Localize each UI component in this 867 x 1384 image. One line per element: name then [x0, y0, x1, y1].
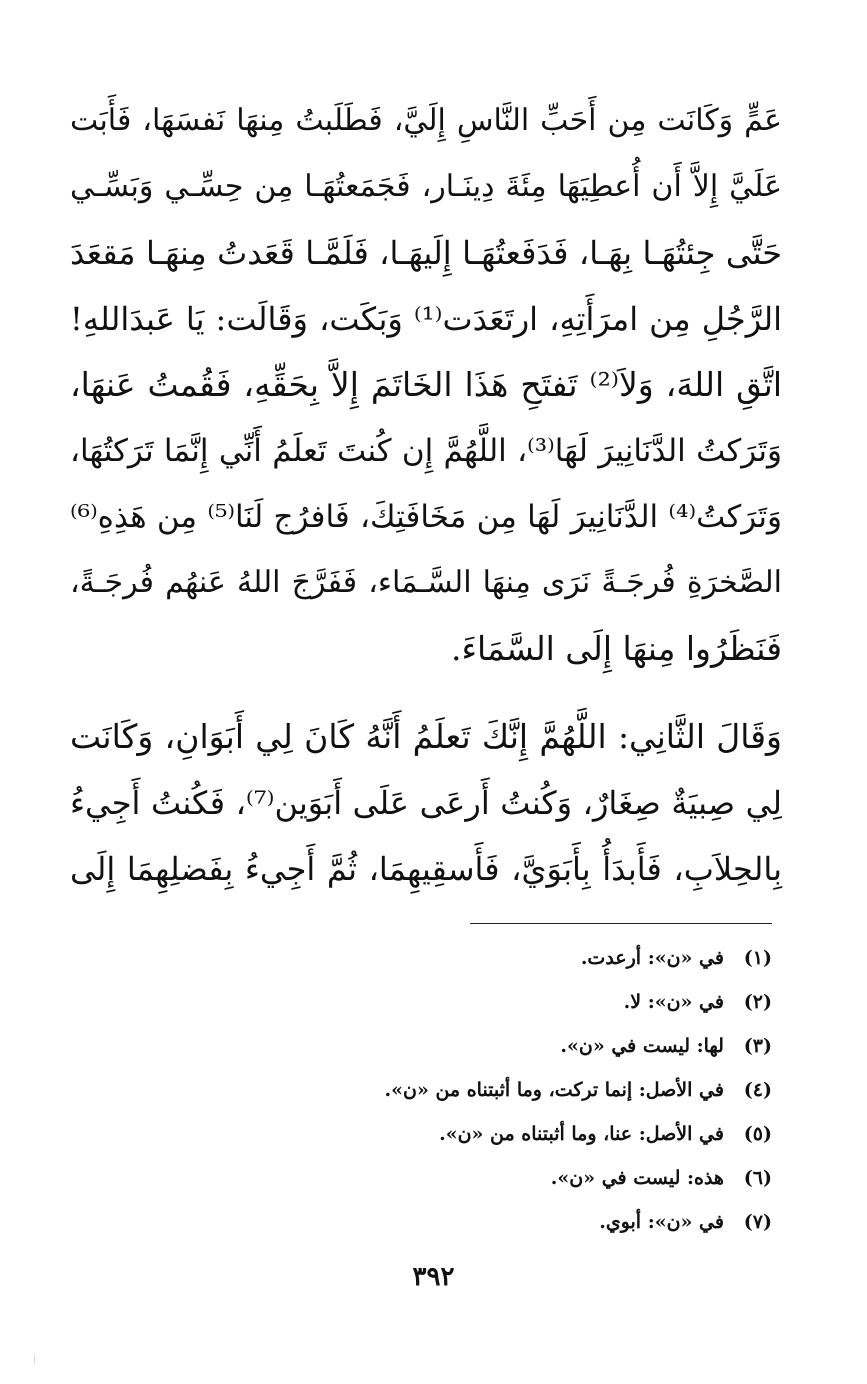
- text-line: الصَّخرَةِ فُرجَـةً نَرَى مِنهَا السَّـمَاء، فَفَرَّجَ اللهُ عَنهُم فُرجَـةً،: [70, 565, 782, 600]
- footnotes: [72, 936, 772, 1244]
- footnote-text: في «ن»: لا.: [623, 991, 724, 1013]
- footnote: [72, 1156, 772, 1200]
- footnote: [72, 936, 772, 980]
- footnote-text: هذه: ليست في «ن».: [550, 1167, 724, 1189]
- footnote: [72, 1200, 772, 1244]
- text-line: فَنَظَرُوا مِنهَا إِلَى السَّمَاءَ.: [450, 629, 782, 668]
- scan-mark: [34, 1354, 39, 1364]
- text-line: اتَّقِ اللهَ، وَلاَ⁽²⁾ تَفتَحِ هَذَا الخَاتَمَ إِلاَّ بِحَقِّهِ، فَقُمتُ عَنهَا،: [70, 365, 782, 404]
- footnote-text: في «ن»: أبوي.: [599, 1211, 724, 1233]
- text-line: عَلَيَّ إِلاَّ أَن أُعطِيَهَا مِئَةَ دِينَـار، فَجَمَعتُهَـا مِن حِسِّـي وَبَسِّـي: [70, 169, 783, 204]
- footnote: [72, 1024, 772, 1068]
- footnote-text: في الأصل: إنما تركت، وما أثبتناه من «ن».: [384, 1079, 724, 1101]
- paragraph-1: [70, 88, 782, 682]
- footnote-number: (١): [743, 947, 772, 969]
- text-line: الرَّجُلِ مِن امرَأَتِهِ، ارتَعَدَت⁽¹⁾ وَبَكَت، وَقَالَت: يَا عَبدَاللهِ!: [70, 300, 783, 338]
- text-line: وَقَالَ الثَّانِي: اللَّهُمَّ إِنَّكَ تَعلَمُ أَنَّهُ كَانَ لِي أَبَوَانِ، وَكَانَت: [70, 717, 782, 756]
- footnote-number: (٧): [743, 1211, 772, 1233]
- page-number: ٣٩٢: [412, 1262, 455, 1292]
- text-line: بِالحِلاَبِ، فَأَبدَأُ بِأَبَوَيَّ، فَأَسقِيهِمَا، ثُمَّ أَجِيءُ بِفَضلِهِمَا إِلَى: [70, 850, 782, 888]
- text-line: وَتَرَكتُ⁽⁴⁾ الدَّنَانِيرَ لَهَا مِن مَخَافَتِكَ، فَافرُج لَنَا⁽⁵⁾ مِن هَذِهِ⁽⁶⁾: [70, 499, 782, 535]
- footnote-text: في «ن»: أرعدت.: [580, 947, 724, 969]
- text-line: عَمٍّ وَكَانَت مِن أَحَبِّ النَّاسِ إِلَيَّ، فَطَلَبتُ مِنهَا نَفسَهَا، فَأَبَت: [70, 103, 782, 138]
- footnote-text: في الأصل: عنا، وما أثبتناه من «ن».: [439, 1123, 724, 1145]
- footnote-number: (٤): [743, 1079, 772, 1101]
- footnote-separator: [470, 923, 772, 924]
- footnote-text: لها: ليست في «ن».: [560, 1035, 724, 1057]
- paragraph-2: [70, 704, 782, 902]
- footnote-number: (٥): [743, 1123, 772, 1145]
- text-line: وَتَرَكتُ الدَّنَانِيرَ لَهَا⁽³⁾، اللَّهُمَّ إِن كُنتَ تَعلَمُ أَنِّي إِنَّمَا تَرَكتُهَا،: [70, 433, 782, 469]
- footnote-number: (٦): [743, 1167, 772, 1189]
- footnote: [72, 1068, 772, 1112]
- footnote-number: (٢): [743, 991, 772, 1013]
- text-line: حَتَّى جِئتُهَـا بِهَـا، فَدَفَعتُهَـا إِلَيهَـا، فَلَمَّـا قَعَدتُ مِنهَـا مَقعَدَ: [70, 234, 782, 272]
- main-text: [70, 88, 782, 902]
- footnote: [72, 1112, 772, 1156]
- text-line: لِي صِبيَةٌ صِغَارٌ، وَكُنتُ أَرعَى عَلَى أَبَوَين⁽⁷⁾، فَكُنتُ أَجِيءُ: [70, 784, 783, 822]
- footnote: [72, 980, 772, 1024]
- paragraph-gap: [70, 682, 782, 704]
- footnote-number: (٣): [743, 1035, 772, 1057]
